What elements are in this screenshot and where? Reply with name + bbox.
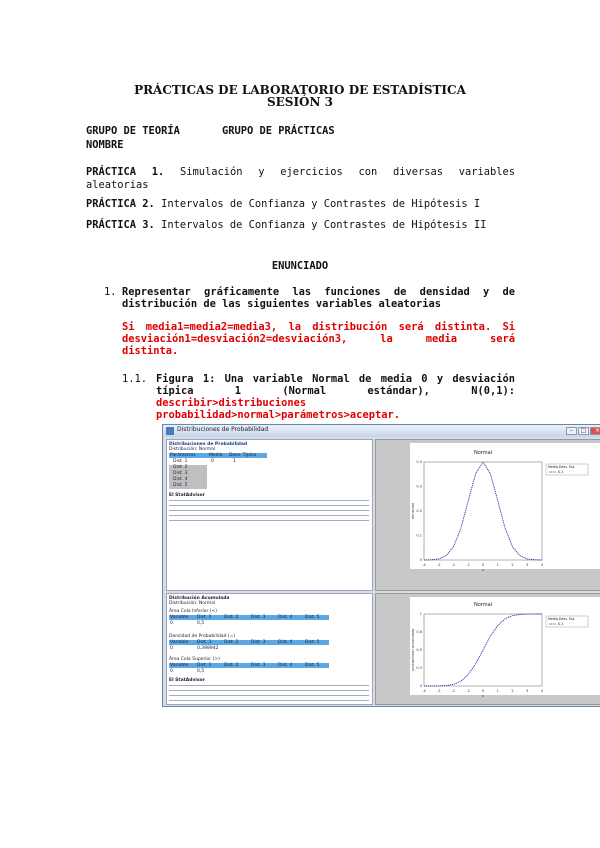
screenshot-titlebar — [163, 425, 600, 437]
item11-number: 1.1. — [122, 373, 148, 385]
top-pane-subheading: Distribución: Normal — [169, 447, 216, 452]
close-icon[interactable]: × — [590, 427, 600, 435]
table-col-header: Dist. 5 — [305, 663, 320, 668]
legend-entry: 0,1 — [558, 470, 564, 474]
param-col2: Media — [209, 453, 223, 458]
grupo-teoria-label: GRUPO DE TEORÍA — [86, 125, 180, 137]
table-col-header: Dist. 2 — [224, 663, 239, 668]
table-col-header: Dist. 1 — [197, 640, 212, 645]
x-tick-label: 2 — [511, 689, 514, 693]
bottom-text-pane — [166, 593, 373, 705]
app-icon — [166, 427, 174, 435]
param-row1-sd: 1 — [233, 459, 236, 464]
practica-2-label: PRÁCTICA 2. — [86, 198, 155, 210]
item1-line1: Representar gráficamente las funciones de densidad y de — [122, 286, 515, 298]
x-tick-label: 2 — [511, 563, 514, 567]
screenshot-window-title: Distribuciones de Probabilidad — [177, 426, 269, 433]
x-tick-label: -3 — [437, 689, 441, 693]
upper-tail-result: 0,5 — [197, 669, 205, 674]
section-upper-tail: Área Cola Superior (>) — [169, 657, 220, 662]
y-tick-label: 1 — [419, 612, 422, 616]
section-density: Densidad de Probabilidad (=) — [169, 634, 236, 639]
cdf-chart-svg — [376, 594, 600, 704]
x-axis-label: x — [481, 694, 485, 698]
cdf-chart — [375, 593, 600, 705]
bottom-pane-heading: Distribución Acumulada — [169, 596, 230, 601]
table-col-header: Variable — [170, 640, 189, 645]
plot-area — [424, 462, 542, 560]
item11-red-line2: probabilidad>normal>parámetros>aceptar. — [156, 409, 400, 421]
param-row1-media: 0 — [211, 459, 214, 464]
maximize-icon[interactable]: □ — [578, 427, 589, 435]
param-row3: Dist. 3 — [173, 471, 188, 476]
item1-number: 1. — [104, 286, 117, 298]
table-col-header: Variable — [170, 663, 189, 668]
x-tick-label: 0 — [481, 563, 485, 567]
density-value: 0 — [170, 646, 173, 651]
practica-2-text: Intervalos de Confianza y Contrastes de Hipótesis I — [161, 198, 481, 210]
param-row4: Dist. 4 — [173, 477, 188, 482]
x-tick-label: -2 — [451, 689, 456, 693]
x-tick-label: 1 — [496, 689, 499, 693]
x-tick-label: 0 — [481, 689, 485, 693]
item11-line1: Figura 1: Una variable Normal de media 0 y desviación — [156, 373, 515, 385]
table-col-header: Dist. 4 — [278, 640, 293, 645]
table-col-header: Dist. 2 — [224, 640, 239, 645]
table-col-header: Dist. 5 — [305, 640, 320, 645]
density-chart — [375, 439, 600, 591]
practica-1-text: Simulación y ejercicios con diversas variables — [179, 166, 515, 178]
doc-title-line1: PRÁCTICAS DE LABORATORIO DE ESTADÍSTICA — [134, 83, 466, 97]
practica-1 — [86, 166, 515, 178]
minimize-icon[interactable]: – — [566, 427, 577, 435]
bottom-statadvisor: El StatAdvisor — [169, 678, 205, 683]
density-result: 0,398942 — [197, 646, 219, 651]
y-axis-label: probabilidad acumulada — [411, 628, 415, 672]
y-tick-label: 0.3 — [416, 666, 422, 670]
top-statadvisor: El StatAdvisor — [169, 493, 205, 498]
x-tick-label: -4 — [422, 689, 426, 693]
table-col-header: Variable — [170, 615, 189, 620]
x-tick-label: -1 — [466, 689, 470, 693]
table-col-header: Dist. 1 — [197, 663, 212, 668]
top-pane-heading: Distribuciones de Probabilidad — [169, 442, 248, 447]
y-tick-label: 0.4 — [416, 460, 422, 464]
x-axis-label: x — [481, 568, 485, 572]
table-col-header: Dist. 3 — [251, 615, 266, 620]
legend-title: Media,Desv. Est. — [548, 617, 576, 621]
item11-red-line1: describir>distribuciones — [156, 397, 307, 409]
y-tick-label: 0 — [419, 558, 422, 562]
enunciado-heading: ENUNCIADO — [271, 260, 329, 272]
lower-tail-result: 0,5 — [197, 621, 205, 626]
top-statadvisor-text — [169, 499, 369, 525]
item1-line2: distribución de las siguientes variables aleatorias — [122, 298, 442, 310]
lower-tail-value: 0 — [170, 621, 173, 626]
x-tick-label: 1 — [496, 563, 499, 567]
param-row2: Dist. 2 — [173, 465, 188, 470]
x-tick-label: -1 — [466, 563, 470, 567]
practica-1-label: PRÁCTICA 1. — [86, 166, 165, 178]
legend-title: Media,Desv. Est. — [548, 465, 576, 469]
table-col-header: Dist. 4 — [278, 615, 293, 620]
y-tick-label: 0 — [419, 684, 422, 688]
item1-red-line1: Si media1=media2=media3, la distribución será distinta. Si — [122, 321, 515, 333]
table-col-header: Dist. 1 — [197, 615, 212, 620]
table-col-header: Dist. 5 — [305, 615, 320, 620]
x-tick-label: -2 — [451, 563, 456, 567]
table-col-header: Dist. 3 — [251, 663, 266, 668]
item11-line2: típica 1 (Normal estándar), N(0,1): — [156, 385, 515, 397]
statgraphics-screenshot — [162, 424, 600, 707]
param-col1: Parámetros — [170, 453, 196, 458]
nombre-label: NOMBRE — [86, 139, 124, 151]
bottom-statadvisor-text — [169, 684, 369, 704]
legend-entry: 0,1 — [558, 622, 564, 626]
practica-3-text: Intervalos de Confianza y Contrastes de Hipótesis II — [161, 219, 487, 231]
y-tick-label: 0.2 — [416, 509, 422, 513]
x-tick-label: 3 — [526, 563, 529, 567]
density-chart-svg — [376, 440, 600, 590]
x-tick-label: -3 — [437, 563, 441, 567]
x-tick-label: 3 — [526, 689, 529, 693]
bottom-pane-subheading: Distribución: Normal — [169, 601, 216, 606]
param-row1: Dist. 1 — [173, 459, 188, 464]
param-col3: Desv. Típica — [229, 453, 257, 458]
table-col-header: Dist. 3 — [251, 640, 266, 645]
x-tick-label: -4 — [422, 563, 426, 567]
practica-1-text-cont: aleatorias — [86, 179, 149, 191]
item1-red-line3: distinta. — [122, 345, 179, 357]
y-tick-label: 0.1 — [416, 533, 422, 538]
item1-red-line2: desviación1=desviación2=desviación3, la media será — [122, 333, 515, 345]
table-col-header: Dist. 4 — [278, 663, 293, 668]
y-tick-label: 0.3 — [416, 484, 422, 489]
doc-title-line2: SESIÓN 3 — [266, 95, 334, 109]
y-axis-label: densidad — [411, 503, 415, 519]
table-col-header: Dist. 2 — [224, 615, 239, 620]
grupo-practicas-label: GRUPO DE PRÁCTICAS — [222, 125, 335, 137]
section-lower-tail: Área Cola Inferior (<) — [169, 609, 218, 614]
x-tick-label: 4 — [540, 689, 544, 693]
practica-2 — [86, 198, 480, 210]
practica-3-label: PRÁCTICA 3. — [86, 219, 155, 231]
y-tick-label: 0.5 — [416, 648, 422, 652]
param-row5: Dist. 5 — [173, 483, 188, 488]
practica-3 — [86, 219, 486, 231]
chart-title: Normal — [473, 602, 493, 608]
upper-tail-value: 0 — [170, 669, 173, 674]
y-tick-label: 0.8 — [416, 630, 422, 634]
chart-title: Normal — [473, 450, 493, 456]
top-text-pane — [166, 439, 373, 591]
x-tick-label: 4 — [540, 563, 544, 567]
